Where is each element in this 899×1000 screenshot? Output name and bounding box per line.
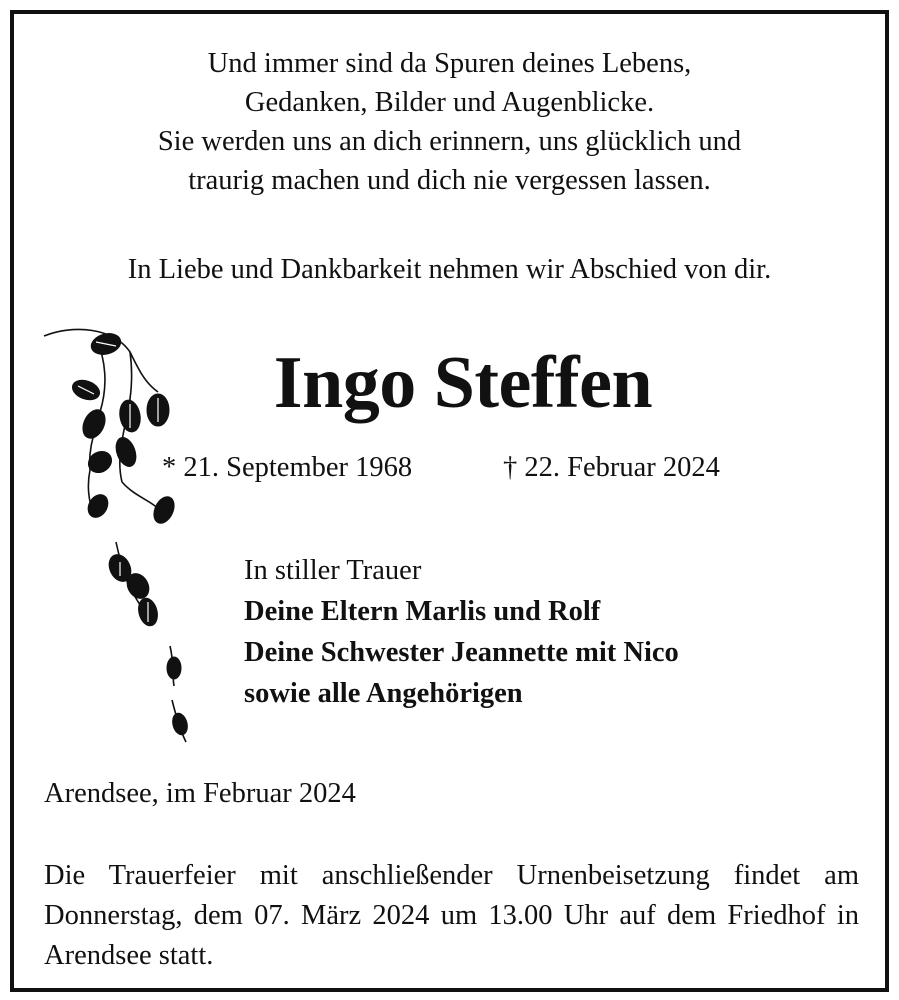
poem-line: Gedanken, Bilder und Augenblicke. [244, 87, 655, 118]
memorial-poem [14, 44, 885, 200]
mourner-line: Deine Schwester Jeannette mit Nico [244, 637, 679, 668]
birth-date: * 21. September 1968 [162, 452, 413, 483]
death-date: † 22. Februar 2024 [503, 452, 720, 483]
poem-line: Und immer sind da Spuren deines Lebens, [207, 48, 692, 79]
mourner-line: sowie alle Angehörigen [244, 678, 523, 709]
poem-line: Sie werden uns an dich erinnern, uns glücklich und [157, 126, 742, 157]
mourners-block [244, 550, 679, 714]
place-date: Arendsee, im Februar 2024 [44, 778, 356, 809]
poem-line: traurig machen und dich nie vergessen lassen. [188, 165, 711, 196]
mourners-intro: In stiller Trauer [244, 555, 422, 586]
deceased-name: Ingo Steffen [273, 342, 653, 424]
obituary-frame [10, 10, 889, 992]
funeral-notice: Die Trauerfeier mit anschließender Urnenbeisetzung findet am Donnerstag, dem 07. März 2024 um 13.00 Uhr auf dem Friedhof in Arendsee statt. [44, 860, 859, 971]
mourner-line: Deine Eltern Marlis und Rolf [244, 596, 601, 627]
farewell-text: In Liebe und Dankbarkeit nehmen wir Abschied von dir. [127, 254, 772, 285]
